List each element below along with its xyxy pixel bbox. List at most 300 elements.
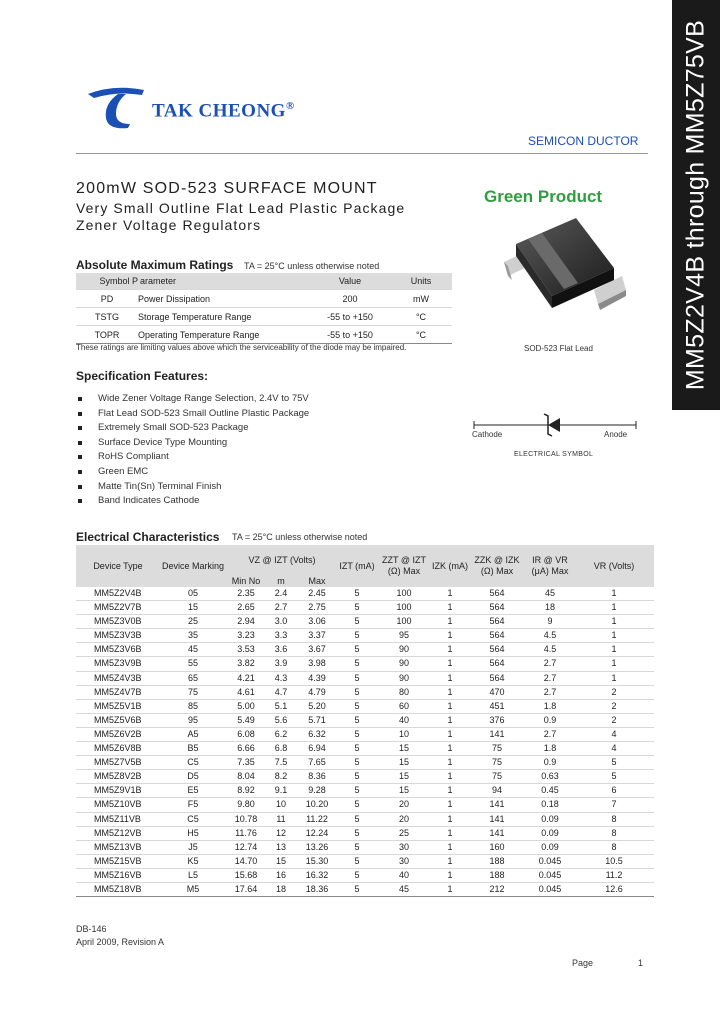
cell-vz-min: 11.76 — [226, 826, 266, 840]
cell-vz-max: 10.20 — [296, 798, 338, 812]
cell-vz-min: 6.66 — [226, 742, 266, 756]
abs-max-note: These ratings are limiting values above which the serviceability of the diode may be impaired. — [76, 343, 407, 352]
cell-vz-min: 17.64 — [226, 882, 266, 896]
cell-zzt: 100 — [376, 615, 432, 629]
cell-zzt: 45 — [376, 882, 432, 896]
cell-zzk: 75 — [468, 770, 526, 784]
cell-vz-min: 8.92 — [226, 784, 266, 798]
cell-vr: 1 — [574, 643, 654, 657]
cell-vz-nom: 12 — [266, 826, 296, 840]
cell-ir: 0.045 — [526, 868, 574, 882]
cell-vz-max: 6.32 — [296, 727, 338, 741]
col-vz: VZ @ IZT (Volts) — [226, 545, 338, 575]
cell-vz-min: 5.00 — [226, 699, 266, 713]
cell-vz-nom: 3.9 — [266, 657, 296, 671]
table-row — [76, 713, 654, 727]
cell-izk: 1 — [432, 840, 468, 854]
cell-device-type: MM5Z12VB — [76, 826, 160, 840]
cell-vz-nom: 15 — [266, 854, 296, 868]
revision-date: April 2009, Revision A — [76, 937, 165, 947]
table-row — [76, 657, 654, 671]
cell-device-marking: 75 — [160, 685, 226, 699]
page-subtitle-2: Zener Voltage Regulators — [76, 217, 262, 233]
cell-zzt: 20 — [376, 798, 432, 812]
cell-device-type: MM5Z4V3B — [76, 671, 160, 685]
cell-izk: 1 — [432, 742, 468, 756]
cell-izt: 5 — [338, 671, 376, 685]
cell-zzk: 212 — [468, 882, 526, 896]
cell-zzt: 30 — [376, 840, 432, 854]
cell-device-marking: 35 — [160, 629, 226, 643]
cell-device-marking: 55 — [160, 657, 226, 671]
table-row — [76, 727, 654, 741]
features-title: Specification Features: — [76, 369, 209, 383]
tak-cheong-logo-icon — [84, 82, 146, 132]
green-product-label: Green Product — [484, 187, 603, 206]
cell-device-marking: A5 — [160, 727, 226, 741]
cell-zzk: 564 — [468, 615, 526, 629]
cell-device-type: MM5Z3V3B — [76, 629, 160, 643]
cell-vz-nom: 16 — [266, 868, 296, 882]
cell-izk: 1 — [432, 685, 468, 699]
cell-vz-max: 3.06 — [296, 615, 338, 629]
cell-ir: 2.7 — [526, 685, 574, 699]
cell-vz-min: 6.08 — [226, 727, 266, 741]
cell-vz-min: 2.35 — [226, 587, 266, 601]
cell-vz-max: 4.79 — [296, 685, 338, 699]
cell-ir: 0.63 — [526, 770, 574, 784]
cell-zzk: 564 — [468, 629, 526, 643]
page-subtitle-1: Very Small Outline Flat Lead Plastic Package — [76, 200, 406, 216]
cell-vz-max: 8.36 — [296, 770, 338, 784]
table-row — [76, 671, 654, 685]
cell-vz-max: 6.94 — [296, 742, 338, 756]
cell: -55 to +150 — [310, 308, 390, 326]
cell-device-type: MM5Z6V8B — [76, 742, 160, 756]
cell-izt: 5 — [338, 854, 376, 868]
cell-zzk: 160 — [468, 840, 526, 854]
cell: Power Dissipation — [138, 290, 310, 308]
cell: °C — [390, 326, 452, 344]
abs-max-title: Absolute Maximum Ratings — [76, 258, 234, 272]
cell-vz-min: 8.04 — [226, 770, 266, 784]
cell-vz-nom: 3.3 — [266, 629, 296, 643]
cell-device-marking: 45 — [160, 643, 226, 657]
electrical-symbol-caption: ELECTRICAL SYMBOL — [514, 451, 594, 458]
cell-ir: 0.18 — [526, 798, 574, 812]
cell-zzt: 95 — [376, 629, 432, 643]
col-izk: IZK (mA) — [432, 545, 468, 587]
cell-vz-max: 5.71 — [296, 713, 338, 727]
list-item: Wide Zener Voltage Range Selection, 2.4V to 75V — [78, 392, 309, 407]
cell-vr: 7 — [574, 798, 654, 812]
cell-zzt: 60 — [376, 699, 432, 713]
cell-izk: 1 — [432, 587, 468, 601]
cell-izt: 5 — [338, 882, 376, 896]
cell: TSTG — [76, 308, 138, 326]
cell-vz-max: 9.28 — [296, 784, 338, 798]
cell-izt: 5 — [338, 615, 376, 629]
cell-vz-nom: 2.7 — [266, 601, 296, 615]
table-row — [76, 784, 654, 798]
table-row — [76, 882, 654, 896]
cell-zzk: 376 — [468, 713, 526, 727]
cell-vz-max: 7.65 — [296, 756, 338, 770]
cell-vz-max: 2.45 — [296, 587, 338, 601]
cell: TOPR — [76, 326, 138, 344]
cell-vz-max: 16.32 — [296, 868, 338, 882]
cell-vz-max: 5.20 — [296, 699, 338, 713]
cell-device-marking: 15 — [160, 601, 226, 615]
cell-device-marking: C5 — [160, 756, 226, 770]
cell: °C — [390, 308, 452, 326]
cell-vz-max: 13.26 — [296, 840, 338, 854]
table-row — [76, 629, 654, 643]
cell-device-marking: H5 — [160, 826, 226, 840]
col-vz-nom: m — [266, 575, 296, 587]
cell-zzk: 141 — [468, 812, 526, 826]
abs-max-table — [76, 273, 452, 344]
cell-device-type: MM5Z10VB — [76, 798, 160, 812]
cell-device-type: MM5Z11VB — [76, 812, 160, 826]
list-item: Flat Lead SOD-523 Small Outline Plastic Package — [78, 407, 309, 422]
cell-vz-max: 2.75 — [296, 601, 338, 615]
cell-izk: 1 — [432, 615, 468, 629]
cell-vr: 1 — [574, 615, 654, 629]
cell-ir: 0.045 — [526, 854, 574, 868]
cell-vr: 2 — [574, 685, 654, 699]
cell-ir: 1.8 — [526, 699, 574, 713]
cell-vr: 1 — [574, 657, 654, 671]
table-row — [76, 742, 654, 756]
cell-ir: 4.5 — [526, 643, 574, 657]
list-item: RoHS Compliant — [78, 450, 309, 465]
cell-vz-nom: 3.0 — [266, 615, 296, 629]
cell-zzt: 20 — [376, 812, 432, 826]
cell-vz-min: 15.68 — [226, 868, 266, 882]
cell-izk: 1 — [432, 770, 468, 784]
cell: 200 — [310, 290, 390, 308]
cell-zzk: 188 — [468, 854, 526, 868]
cell-izk: 1 — [432, 629, 468, 643]
list-item: Surface Device Type Mounting — [78, 436, 309, 451]
col-vz-max: Max — [296, 575, 338, 587]
cell-vr: 8 — [574, 826, 654, 840]
cell-device-marking: F5 — [160, 798, 226, 812]
cell-device-marking: D5 — [160, 770, 226, 784]
cell-zzt: 90 — [376, 657, 432, 671]
table-row — [76, 615, 654, 629]
cell-vz-max: 4.39 — [296, 671, 338, 685]
cell-vr: 1 — [574, 671, 654, 685]
cell-device-type: MM5Z13VB — [76, 840, 160, 854]
col-ir: IR @ VR (μA) Max — [526, 545, 574, 587]
side-banner-text: MM5Z2V4B through MM5Z75VB — [681, 19, 710, 391]
cell-izt: 5 — [338, 812, 376, 826]
cell-vz-nom: 8.2 — [266, 770, 296, 784]
cell-zzk: 564 — [468, 587, 526, 601]
cell-device-type: MM5Z3V6B — [76, 643, 160, 657]
cell-vz-min: 4.21 — [226, 671, 266, 685]
cell-device-type: MM5Z2V4B — [76, 587, 160, 601]
company-name: TAK CHEONG® — [152, 100, 295, 122]
cell-izk: 1 — [432, 798, 468, 812]
cell-vz-max: 15.30 — [296, 854, 338, 868]
cell-zzt: 15 — [376, 784, 432, 798]
table-row — [76, 643, 654, 657]
abs-col-value: Value — [310, 273, 390, 290]
cell-vz-max: 12.24 — [296, 826, 338, 840]
cell-izt: 5 — [338, 840, 376, 854]
cell-vz-max: 18.36 — [296, 882, 338, 896]
cell-vz-min: 10.78 — [226, 812, 266, 826]
cell-vz-nom: 4.7 — [266, 685, 296, 699]
cell-vz-min: 3.23 — [226, 629, 266, 643]
cell-device-type: MM5Z5V1B — [76, 699, 160, 713]
table-row — [76, 685, 654, 699]
cell-zzk: 451 — [468, 699, 526, 713]
cell-vz-nom: 6.8 — [266, 742, 296, 756]
cell: -55 to +150 — [310, 326, 390, 344]
cell-izk: 1 — [432, 868, 468, 882]
cell-ir: 0.09 — [526, 826, 574, 840]
col-device-type: Device Type — [76, 545, 160, 587]
cell-zzt: 25 — [376, 826, 432, 840]
table-row — [76, 326, 452, 344]
package-caption: SOD-523 Flat Lead — [524, 344, 593, 353]
col-zzk: ZZK @ IZK (Ω) Max — [468, 545, 526, 587]
cell-zzk: 564 — [468, 657, 526, 671]
cell-device-type: MM5Z3V9B — [76, 657, 160, 671]
cell-zzk: 141 — [468, 727, 526, 741]
cell-vz-max: 3.37 — [296, 629, 338, 643]
abs-col-parameter: arameter — [138, 273, 310, 290]
cell-ir: 18 — [526, 601, 574, 615]
cell-izt: 5 — [338, 685, 376, 699]
list-item: Band Indicates Cathode — [78, 494, 309, 509]
cell-zzt: 100 — [376, 587, 432, 601]
table-row — [76, 308, 452, 326]
cell-izt: 5 — [338, 629, 376, 643]
cell-vz-nom: 4.3 — [266, 671, 296, 685]
cell-ir: 9 — [526, 615, 574, 629]
cell-vz-nom: 5.1 — [266, 699, 296, 713]
col-zzt: ZZT @ IZT (Ω) Max — [376, 545, 432, 587]
cell-zzt: 15 — [376, 756, 432, 770]
sod-523-package-icon — [490, 214, 640, 336]
table-row — [76, 756, 654, 770]
table-row — [76, 826, 654, 840]
cell-zzt: 15 — [376, 770, 432, 784]
cell-vr: 2 — [574, 713, 654, 727]
cell-vz-max: 3.98 — [296, 657, 338, 671]
cell-vr: 1 — [574, 587, 654, 601]
cell-izk: 1 — [432, 756, 468, 770]
cell-izt: 5 — [338, 713, 376, 727]
cell-zzt: 10 — [376, 727, 432, 741]
cell-vz-min: 7.35 — [226, 756, 266, 770]
cell-vz-min: 3.82 — [226, 657, 266, 671]
cell-izt: 5 — [338, 699, 376, 713]
semiconductor-label: SEMICON DUCTOR — [528, 134, 639, 148]
cell-izt: 5 — [338, 587, 376, 601]
cell-izt: 5 — [338, 657, 376, 671]
cell-ir: 45 — [526, 587, 574, 601]
electrical-condition: TA = 25°C unless otherwise noted — [232, 532, 368, 542]
cell-vz-nom: 18 — [266, 882, 296, 896]
cell-izk: 1 — [432, 601, 468, 615]
cell-zzk: 75 — [468, 742, 526, 756]
cell-izt: 5 — [338, 868, 376, 882]
cell-zzt: 40 — [376, 713, 432, 727]
table-row — [76, 587, 654, 601]
cell-zzk: 564 — [468, 671, 526, 685]
cell-ir: 0.09 — [526, 840, 574, 854]
cell-izk: 1 — [432, 657, 468, 671]
cell-zzk: 75 — [468, 756, 526, 770]
cell-zzt: 90 — [376, 671, 432, 685]
cell-vz-nom: 2.4 — [266, 587, 296, 601]
cell-device-type: MM5Z6V2B — [76, 727, 160, 741]
cell-vz-max: 11.22 — [296, 812, 338, 826]
cell-device-marking: L5 — [160, 868, 226, 882]
cell-zzt: 80 — [376, 685, 432, 699]
cell-ir: 0.045 — [526, 882, 574, 896]
cell-izt: 5 — [338, 643, 376, 657]
cell-vz-min: 2.65 — [226, 601, 266, 615]
cell-izk: 1 — [432, 671, 468, 685]
cell: PD — [76, 290, 138, 308]
cell-izt: 5 — [338, 798, 376, 812]
table-row — [76, 798, 654, 812]
cell-ir: 0.9 — [526, 713, 574, 727]
cell-vz-max: 3.67 — [296, 643, 338, 657]
cell-izk: 1 — [432, 699, 468, 713]
cell-device-marking: K5 — [160, 854, 226, 868]
cell-izk: 1 — [432, 812, 468, 826]
cell-zzk: 141 — [468, 826, 526, 840]
cell-zzt: 90 — [376, 643, 432, 657]
cell-vr: 1 — [574, 629, 654, 643]
page-number: 1 — [638, 958, 644, 968]
cell-vr: 1 — [574, 601, 654, 615]
cell-izt: 5 — [338, 770, 376, 784]
cell-ir: 2.7 — [526, 727, 574, 741]
document-number: DB-146 — [76, 924, 107, 934]
cell-device-marking: M5 — [160, 882, 226, 896]
cell: Storage Temperature Range — [138, 308, 310, 326]
cell-zzt: 15 — [376, 742, 432, 756]
cell-vr: 5 — [574, 756, 654, 770]
cell-ir: 0.45 — [526, 784, 574, 798]
cell-zzk: 564 — [468, 643, 526, 657]
cell-izt: 5 — [338, 826, 376, 840]
abs-col-units: Units — [390, 273, 452, 290]
cell-izk: 1 — [432, 643, 468, 657]
list-item: Green EMC — [78, 465, 309, 480]
cell-ir: 0.09 — [526, 812, 574, 826]
cell-device-type: MM5Z7V5B — [76, 756, 160, 770]
side-banner — [672, 0, 720, 410]
cell-device-type: MM5Z3V0B — [76, 615, 160, 629]
cell-vr: 2 — [574, 699, 654, 713]
table-row — [76, 812, 654, 826]
page-title: 200mW SOD-523 SURFACE MOUNT — [76, 180, 378, 197]
cell-vr: 8 — [574, 812, 654, 826]
cell-vz-nom: 10 — [266, 798, 296, 812]
cell-device-type: MM5Z18VB — [76, 882, 160, 896]
table-row — [76, 699, 654, 713]
cell: mW — [390, 290, 452, 308]
cell-device-type: MM5Z8V2B — [76, 770, 160, 784]
header-divider — [76, 153, 648, 154]
cell-vz-nom: 11 — [266, 812, 296, 826]
cell-zzk: 470 — [468, 685, 526, 699]
cell-izk: 1 — [432, 826, 468, 840]
cell-vz-nom: 13 — [266, 840, 296, 854]
col-vz-min: Min No — [226, 575, 266, 587]
cell-ir: 2.7 — [526, 671, 574, 685]
cell-izk: 1 — [432, 713, 468, 727]
table-row — [76, 290, 452, 308]
cell-izt: 5 — [338, 601, 376, 615]
cell-vz-nom: 3.6 — [266, 643, 296, 657]
cathode-label: Cathode — [472, 430, 503, 439]
cell-device-marking: 95 — [160, 713, 226, 727]
col-vr: VR (Volts) — [574, 545, 654, 587]
cell-device-type: MM5Z16VB — [76, 868, 160, 882]
features-list — [78, 392, 309, 509]
cell-izt: 5 — [338, 742, 376, 756]
cell-vz-min: 4.61 — [226, 685, 266, 699]
cell-zzk: 94 — [468, 784, 526, 798]
cell-vr: 6 — [574, 784, 654, 798]
cell-vr: 4 — [574, 727, 654, 741]
electrical-title: Electrical Characteristics — [76, 530, 220, 544]
cell-izt: 5 — [338, 727, 376, 741]
cell-vz-min: 14.70 — [226, 854, 266, 868]
cell-device-type: MM5Z15VB — [76, 854, 160, 868]
cell-vz-min: 5.49 — [226, 713, 266, 727]
table-row — [76, 868, 654, 882]
cell-vr: 5 — [574, 770, 654, 784]
cell-izk: 1 — [432, 784, 468, 798]
abs-max-condition: TA = 25°C unless otherwise noted — [244, 261, 380, 271]
cell-vz-nom: 9.1 — [266, 784, 296, 798]
cell-vr: 8 — [574, 840, 654, 854]
cell-vz-min: 12.74 — [226, 840, 266, 854]
anode-label: Anode — [604, 430, 628, 439]
cell-ir: 4.5 — [526, 629, 574, 643]
cell-zzk: 188 — [468, 868, 526, 882]
cell-vr: 11.2 — [574, 868, 654, 882]
cell-ir: 1.8 — [526, 742, 574, 756]
cell-ir: 2.7 — [526, 657, 574, 671]
cell-device-marking: 65 — [160, 671, 226, 685]
cell-device-marking: E5 — [160, 784, 226, 798]
table-row — [76, 854, 654, 868]
cell-vz-nom: 6.2 — [266, 727, 296, 741]
cell-zzt: 100 — [376, 601, 432, 615]
cell-device-marking: 85 — [160, 699, 226, 713]
electrical-table — [76, 545, 654, 897]
cell: Operating Temperature Range — [138, 326, 310, 344]
cell-zzk: 564 — [468, 601, 526, 615]
cell-zzt: 30 — [376, 854, 432, 868]
cell-vr: 10.5 — [574, 854, 654, 868]
cell-device-type: MM5Z5V6B — [76, 713, 160, 727]
cell-vr: 12.6 — [574, 882, 654, 896]
